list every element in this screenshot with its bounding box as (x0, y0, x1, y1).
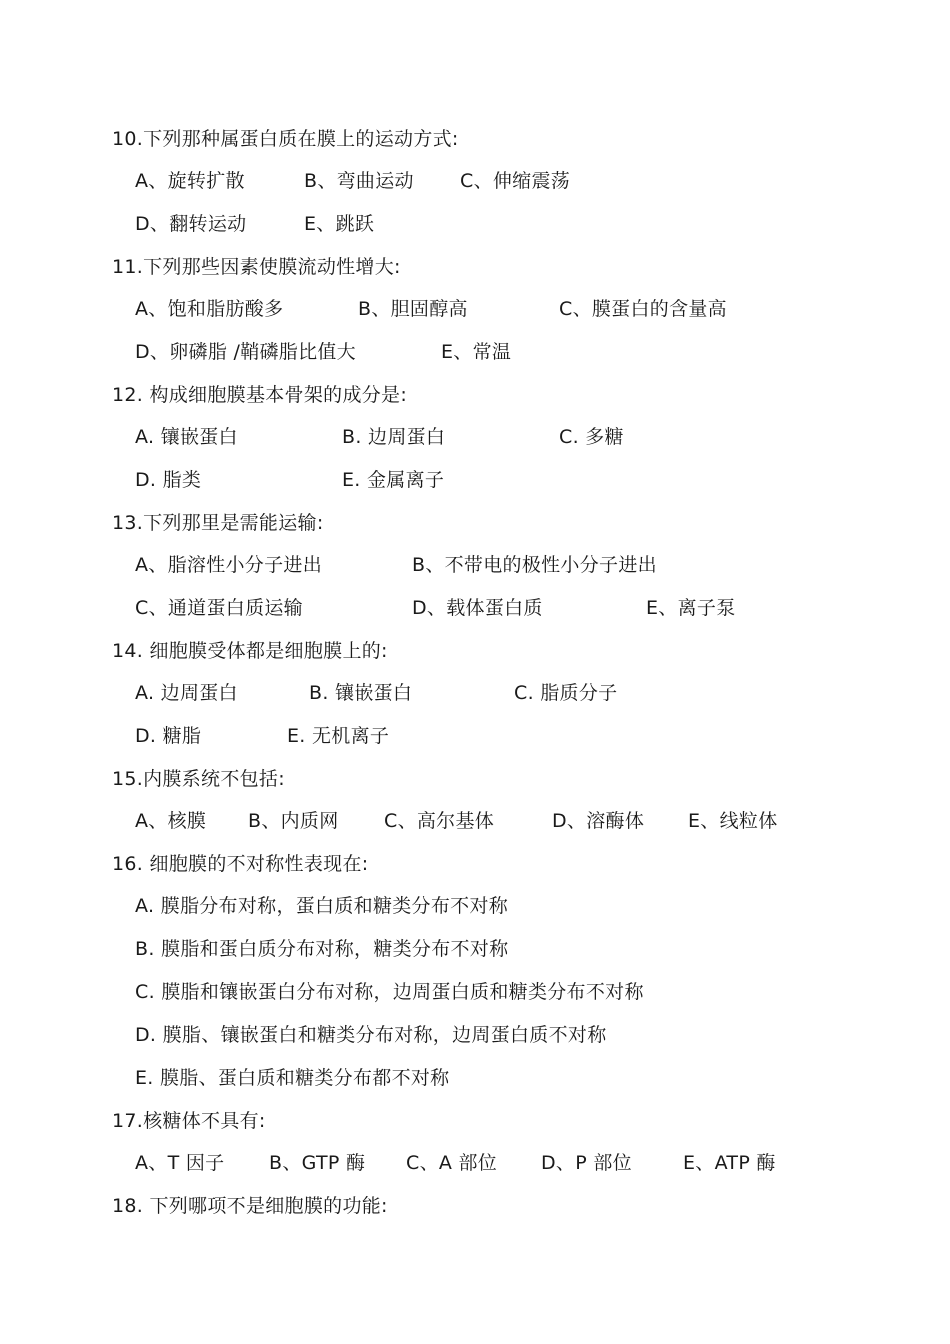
question-11-option-b: B、胆固醇高 (358, 298, 468, 320)
question-10-option-c: C、伸缩震荡 (460, 170, 571, 192)
question-11-option-a: A、饱和脂肪酸多 (135, 298, 284, 320)
question-12-option-a: A. 镶嵌蛋白 (135, 426, 238, 448)
question-13-option-c: C、通道蛋白质运输 (135, 597, 303, 619)
question-13-stem: 13.下列那里是需能运输: (112, 512, 324, 534)
question-15-option-c: C、高尔基体 (384, 810, 495, 832)
question-12-option-c: C. 多糖 (559, 426, 624, 448)
question-17-option-a: A、T 因子 (135, 1152, 225, 1174)
question-14-option-a: A. 边周蛋白 (135, 682, 238, 704)
question-14-option-b: B. 镶嵌蛋白 (309, 682, 413, 704)
question-13-option-b: B、不带电的极性小分子进出 (412, 554, 657, 576)
question-13-option-e: E、离子泵 (646, 597, 736, 619)
question-15-stem: 15.内膜系统不包括: (112, 768, 285, 790)
question-15-option-b: B、内质网 (248, 810, 339, 832)
question-15-option-e: E、线粒体 (688, 810, 778, 832)
question-14-stem: 14. 细胞膜受体都是细胞膜上的: (112, 640, 388, 662)
question-12-option-b: B. 边周蛋白 (342, 426, 446, 448)
question-16-option-d: D. 膜脂、镶嵌蛋白和糖类分布对称，边周蛋白质不对称 (135, 1024, 607, 1046)
question-17-option-c: C、A 部位 (406, 1152, 498, 1174)
question-12-option-d: D. 脂类 (135, 469, 202, 491)
question-14-option-d: D. 糖脂 (135, 725, 202, 747)
question-11-option-e: E、常温 (441, 341, 512, 363)
question-10-stem: 10.下列那种属蛋白质在膜上的运动方式: (112, 128, 459, 150)
question-13-option-d: D、载体蛋白质 (412, 597, 543, 619)
question-17-stem: 17.核糖体不具有: (112, 1110, 266, 1132)
question-17-option-b: B、GTP 酶 (269, 1152, 366, 1174)
question-10-option-b: B、弯曲运动 (304, 170, 414, 192)
question-12-option-e: E. 金属离子 (342, 469, 445, 491)
question-10-option-d: D、翻转运动 (135, 213, 247, 235)
question-17-option-e: E、ATP 酶 (683, 1152, 776, 1174)
question-11-option-d: D、卵磷脂 /鞘磷脂比值大 (135, 341, 356, 363)
question-14-option-e: E. 无机离子 (287, 725, 390, 747)
question-16-option-e: E. 膜脂、蛋白质和糖类分布都不对称 (135, 1067, 450, 1089)
question-13-option-a: A、脂溶性小分子进出 (135, 554, 322, 576)
question-17-option-d: D、P 部位 (541, 1152, 632, 1174)
question-16-option-a: A. 膜脂分布对称，蛋白质和糖类分布不对称 (135, 895, 509, 917)
question-16-option-b: B. 膜脂和蛋白质分布对称，糖类分布不对称 (135, 938, 509, 960)
question-12-stem: 12. 构成细胞膜基本骨架的成分是: (112, 384, 408, 406)
question-15-option-d: D、溶酶体 (552, 810, 645, 832)
question-10-option-e: E、跳跃 (304, 213, 375, 235)
question-18-stem: 18. 下列哪项不是细胞膜的功能: (112, 1195, 388, 1217)
question-16-option-c: C. 膜脂和镶嵌蛋白分布对称，边周蛋白质和糖类分布不对称 (135, 981, 644, 1003)
question-10-option-a: A、旋转扩散 (135, 170, 245, 192)
question-11-option-c: C、膜蛋白的含量高 (559, 298, 727, 320)
question-15-option-a: A、核膜 (135, 810, 207, 832)
question-11-stem: 11.下列那些因素使膜流动性增大: (112, 256, 401, 278)
question-16-stem: 16. 细胞膜的不对称性表现在: (112, 853, 369, 875)
question-14-option-c: C. 脂质分子 (514, 682, 618, 704)
